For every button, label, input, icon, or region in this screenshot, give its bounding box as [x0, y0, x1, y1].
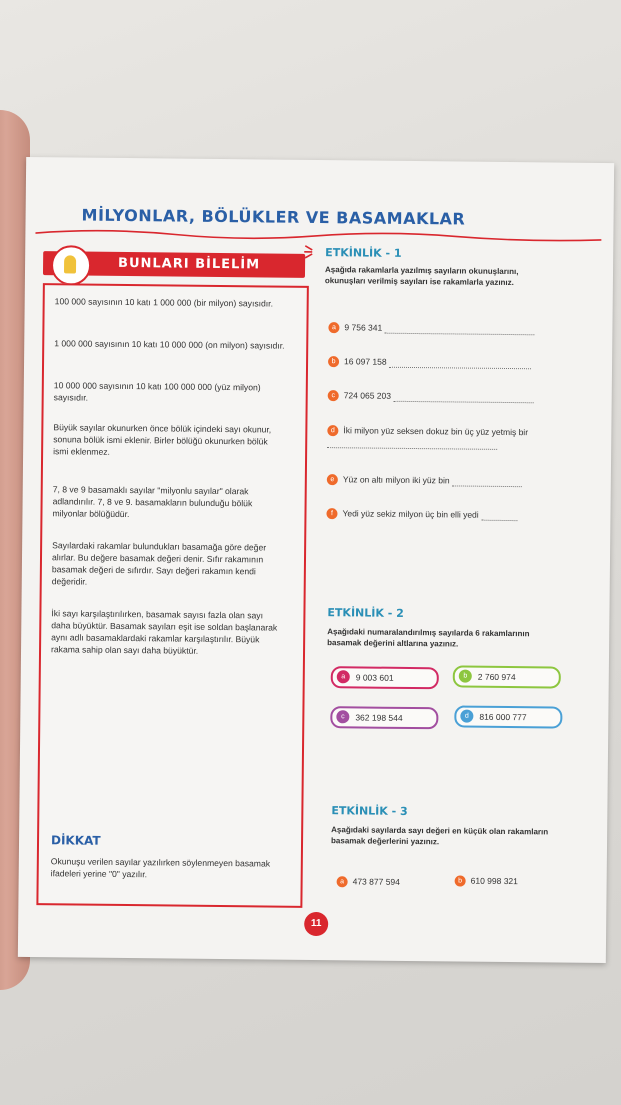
- item-letter: d: [460, 710, 473, 723]
- info-paragraph: 7, 8 ve 9 basamaklı sayılar "milyonlu sayılar" olarak adlandırılır. 7, 8 ve 9. basamakların bulunduğu bölük milyonlar bölüğüdür.: [52, 484, 253, 520]
- etkinlik-1-item-c: [328, 390, 558, 404]
- lightbulb-icon: [51, 245, 91, 285]
- item-letter: b: [328, 356, 339, 367]
- item-text: 2 760 974: [477, 671, 516, 683]
- etkinlik-3-item-b: [455, 875, 518, 887]
- etkinlik-1-item-b: [328, 356, 558, 370]
- textbook-page: [18, 157, 614, 963]
- item-text: 9 756 341: [344, 322, 383, 333]
- info-box: [36, 283, 308, 908]
- etkinlik-2-title: ETKİNLİK - 2: [327, 606, 404, 620]
- item-letter: a: [328, 322, 339, 333]
- item-text: 16 097 158: [344, 356, 387, 367]
- etkinlik-1-item-a: [328, 322, 558, 336]
- etkinlik-2-item-b[interactable]: [453, 665, 561, 688]
- etkinlik-3-item-a: [337, 876, 400, 888]
- info-paragraph: 1 000 000 sayısının 10 katı 10 000 000 (on milyon) sayısıdır.: [54, 338, 285, 351]
- item-letter: c: [336, 710, 349, 723]
- item-letter: f: [326, 508, 337, 519]
- etkinlik-2-item-c[interactable]: [330, 706, 438, 729]
- item-letter: e: [327, 474, 338, 485]
- dikkat-title: DİKKAT: [50, 833, 101, 848]
- dikkat-text: Okunuşu verilen sayılar yazılırken söylenmeyen basamak ifadeleri yerine "0" yazılır.: [50, 856, 271, 880]
- item-text: 816 000 777: [479, 711, 527, 723]
- item-letter: d: [327, 425, 338, 436]
- page-number: 11: [304, 912, 328, 936]
- item-letter: b: [455, 876, 466, 887]
- answer-line[interactable]: [452, 486, 522, 488]
- item-letter: a: [337, 670, 350, 683]
- etkinlik-3-desc: Aşağıdaki sayılarda sayı değeri en küçük olan rakamların basamak değerlerini yazınız.: [331, 825, 549, 847]
- etkinlik-1-item-d: [327, 424, 557, 451]
- answer-line[interactable]: [385, 333, 535, 336]
- item-text: 724 065 203: [343, 390, 392, 401]
- info-paragraph: Sayılardaki rakamlar bulundukları basamağa göre değer alırlar. Bu değere basamak değeri denir. Sıfır rakamının basamak değeri de sıfırdır. Sayı değeri rakamın kendi değeridir.: [51, 540, 267, 587]
- item-text: 473 877 594: [352, 876, 400, 887]
- info-paragraph: 10 000 000 sayısının 10 katı 100 000 000 (yüz milyon) sayısıdır.: [53, 380, 261, 403]
- answer-line[interactable]: [481, 520, 517, 521]
- etkinlik-3-title: ETKİNLİK - 3: [331, 804, 408, 818]
- etkinlik-2-item-d[interactable]: [454, 705, 562, 728]
- answer-line[interactable]: [393, 401, 533, 403]
- item-letter: a: [337, 876, 348, 887]
- etkinlik-2-item-a[interactable]: [331, 666, 439, 689]
- item-text: Yüz on altı milyon iki yüz bin: [342, 474, 450, 486]
- item-text: Yedi yüz sekiz milyon üç bin elli yedi: [342, 508, 479, 520]
- info-paragraph: İki sayı karşılaştırılırken, basamak sayısı fazla olan sayı daha büyüktür. Basamak sayıları eşit ise soldan başlanarak aynı adlı basamaklardaki rakamlar karşılaştırılır. Büyük rakama sahip olan sayı daha büyüktür.: [50, 608, 278, 656]
- etkinlik-1-desc: Aşağıda rakamlarla yazılmış sayıların okunuşlarını, okunuşları verilmiş sayıları ise rakamlarla yazınız.: [324, 265, 519, 288]
- item-text: İki milyon yüz seksen dokuz bin üç yüz yetmiş bir: [343, 425, 529, 438]
- item-text: 610 998 321: [470, 875, 518, 887]
- etkinlik-2-desc: Aşağıdaki numaralandırılmış sayılarda 6 rakamlarının basamak değerini altlarına yazınız.: [327, 627, 530, 649]
- item-letter: b: [459, 670, 472, 683]
- info-paragraph: Büyük sayılar okunurken önce bölük içindeki sayı okunur, sonuna bölük ismi eklenir. Birler bölüğü okunurken bölük ismi eklenmez.: [53, 422, 272, 457]
- page-title: MİLYONLAR, BÖLÜKLER VE BASAMAKLAR: [81, 205, 466, 229]
- etkinlik-1-title: ETKİNLİK - 1: [325, 246, 402, 260]
- item-text: 362 198 544: [355, 712, 403, 723]
- info-paragraph: 100 000 sayısının 10 katı 1 000 000 (bir milyon) sayısıdır.: [54, 296, 274, 309]
- decorative-wave: [35, 225, 605, 245]
- etkinlik-1-item-f: [326, 508, 556, 522]
- etkinlik-1-item-e: [327, 474, 557, 488]
- item-letter: c: [328, 390, 339, 401]
- item-text: 9 003 601: [355, 672, 394, 683]
- bilelim-title: BUNLARI BİLELİM: [118, 255, 261, 273]
- answer-line[interactable]: [389, 367, 531, 369]
- answer-line[interactable]: [327, 447, 497, 450]
- sparkle-icon: [303, 244, 321, 260]
